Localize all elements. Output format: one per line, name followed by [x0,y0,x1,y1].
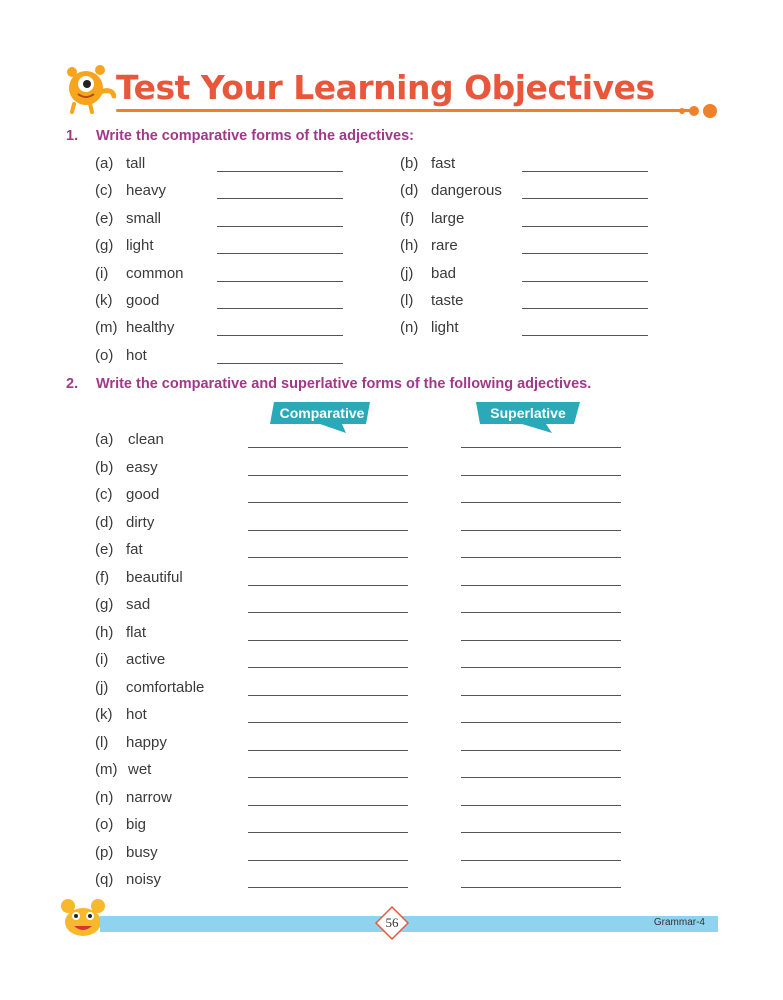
adjective: dirty [126,513,155,531]
superlative-label: Superlative [490,405,566,421]
adjective: fat [126,541,143,558]
list-item [0,706,783,730]
answer-blank[interactable] [522,308,648,309]
superlative-answer-blank[interactable] [461,777,621,778]
adjective: noisy [126,871,162,888]
item-label: (k) [95,706,113,723]
list-item [0,431,783,455]
title-underline [116,109,696,112]
item-label: (h) [95,623,114,641]
list-item [0,541,783,565]
item-label: (l) [400,292,414,309]
superlative-answer-blank[interactable] [461,557,621,558]
list-item [0,514,783,538]
item-label: (p) [95,843,114,861]
comparative-label: Comparative [279,405,365,421]
adjective: clean [128,431,164,448]
decorative-dots-icon [676,102,726,118]
item-label: (g) [95,237,114,255]
list-item [0,292,783,316]
comparative-answer-blank[interactable] [248,557,408,558]
adjective: healthy [126,319,175,337]
question-instruction: Write the comparative forms of the adjectives: [96,128,415,144]
item-label: (d) [400,182,419,200]
superlative-answer-blank[interactable] [461,502,621,503]
comparative-answer-blank[interactable] [248,475,408,476]
comparative-answer-blank[interactable] [248,832,408,833]
adjective: flat [126,623,147,641]
adjective: busy [126,843,158,861]
adjective: rare [431,237,458,255]
list-item [0,319,783,343]
list-item [0,679,783,703]
list-item [0,237,783,261]
item-label: (j) [95,678,109,696]
superlative-answer-blank[interactable] [461,447,621,448]
item-label: (a) [95,431,114,448]
adjective: comfortable [126,678,205,696]
adjective: active [126,651,166,668]
item-label: (i) [95,264,109,282]
list-item [0,816,783,840]
footer-bar [100,916,718,932]
adjective: small [126,209,162,227]
list-item [0,486,783,510]
list-item [0,596,783,620]
item-label: (b) [95,458,114,476]
comparative-answer-blank[interactable] [248,530,408,531]
adjective: easy [126,458,158,476]
comparative-answer-blank[interactable] [248,640,408,641]
list-item [0,844,783,868]
adjective: light [431,319,459,337]
comparative-answer-blank[interactable] [248,585,408,586]
list-item [0,210,783,234]
item-label: (g) [95,596,114,613]
answer-blank[interactable] [522,226,648,227]
item-label: (q) [95,871,114,888]
comparative-answer-blank[interactable] [248,612,408,613]
adjective: large [431,209,465,227]
item-label: (l) [95,733,109,751]
item-label: (o) [95,816,114,833]
adjective: taste [431,292,464,309]
adjective: heavy [126,182,167,200]
list-item [0,569,783,593]
answer-blank[interactable] [522,335,648,336]
item-label: (h) [400,237,419,255]
answer-blank[interactable] [522,281,648,282]
list-item [0,155,783,179]
adjective: happy [126,733,167,751]
list-item [0,734,783,758]
superlative-answer-blank[interactable] [461,640,621,641]
comparative-answer-blank[interactable] [248,695,408,696]
adjective: common [126,264,184,282]
superlative-answer-blank[interactable] [461,612,621,613]
superlative-answer-blank[interactable] [461,805,621,806]
superlative-answer-blank[interactable] [461,667,621,668]
page-number: 56 [385,915,399,930]
comparative-answer-blank[interactable] [248,860,408,861]
answer-blank[interactable] [522,253,648,254]
item-label: (m) [95,319,118,337]
page-title: Test Your Learning Objectives [116,68,655,107]
adjective: dangerous [431,182,502,200]
adjective: good [126,486,160,503]
item-label: (k) [95,292,113,309]
adjective: good [126,292,160,309]
list-item [0,459,783,483]
adjective: wet [128,761,152,778]
adjective: hot [126,706,147,723]
list-item [0,761,783,785]
mascot-icon [60,62,116,114]
superlative-header [476,402,580,434]
item-label: (e) [95,541,114,558]
question-number: 1. [66,128,79,144]
item-label: (a) [95,155,114,172]
comparative-answer-blank[interactable] [248,750,408,751]
item-label: (c) [95,486,113,503]
superlative-answer-blank[interactable] [461,722,621,723]
list-item [0,347,783,371]
list-item [0,789,783,813]
superlative-answer-blank[interactable] [461,860,621,861]
item-label: (o) [95,346,114,364]
answer-blank[interactable] [522,198,648,199]
comparative-header [270,402,374,434]
adjective: big [126,816,147,833]
answer-blank[interactable] [522,171,648,172]
item-label: (e) [95,209,114,227]
comparative-answer-blank[interactable] [248,777,408,778]
adjective: tall [126,155,146,172]
superlative-answer-blank[interactable] [461,530,621,531]
list-item [0,871,783,895]
comparative-answer-blank[interactable] [248,502,408,503]
list-item [0,651,783,675]
list-item [0,182,783,206]
question-number: 2. [66,376,79,392]
adjective: bad [431,264,457,282]
item-label: (j) [400,264,414,282]
item-label: (n) [95,788,114,806]
list-item [0,265,783,289]
adjective: sad [126,596,151,613]
comparative-answer-blank[interactable] [248,887,408,888]
question-instruction: Write the comparative and superlative forms of the following adjectives. [96,376,592,392]
comparative-answer-blank[interactable] [248,667,408,668]
item-label: (c) [95,182,113,200]
item-label: (f) [95,568,110,586]
item-label: (d) [95,513,114,531]
book-title: Grammar-4 [653,917,705,928]
item-label: (i) [95,651,109,668]
comparative-answer-blank[interactable] [248,447,408,448]
superlative-answer-blank[interactable] [461,887,621,888]
superlative-answer-blank[interactable] [461,750,621,751]
superlative-answer-blank[interactable] [461,475,621,476]
item-label: (m) [95,761,118,778]
comparative-answer-blank[interactable] [248,805,408,806]
adjective: beautiful [126,568,183,586]
adjective: narrow [126,788,172,806]
superlative-answer-blank[interactable] [461,695,621,696]
list-item [0,624,783,648]
item-label: (b) [400,155,419,172]
page-header [60,62,725,122]
item-label: (f) [400,209,415,227]
adjective: hot [126,346,147,364]
superlative-answer-blank[interactable] [461,832,621,833]
answer-blank[interactable] [217,363,343,364]
comparative-answer-blank[interactable] [248,722,408,723]
adjective: light [126,237,154,255]
adjective: fast [431,155,456,172]
superlative-answer-blank[interactable] [461,585,621,586]
item-label: (n) [400,319,419,337]
